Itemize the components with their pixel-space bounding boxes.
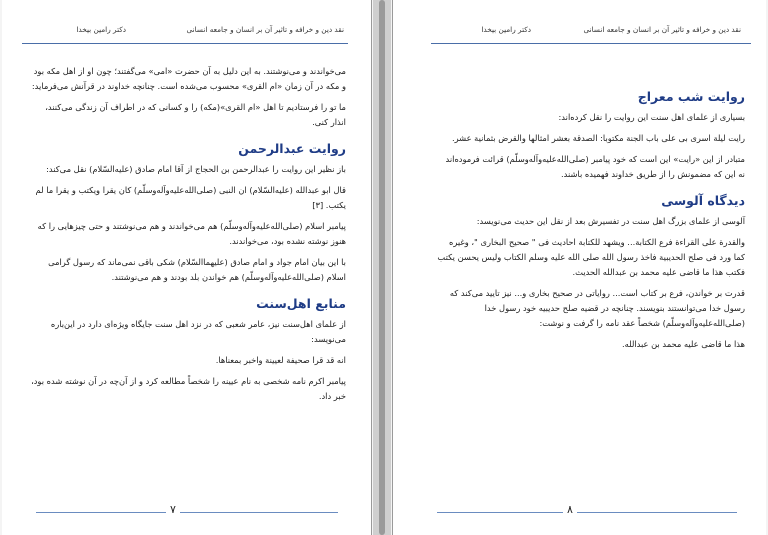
section-heading: منابع اهل‌سنت: [256, 296, 346, 311]
section-heading: ديدگاه آلوسی: [661, 193, 745, 208]
page-content: [437, 78, 745, 358]
header-rule: [431, 43, 751, 44]
paragraph: باز نظير اين روايت را عبدالرحمن بن الحجاج از آقا امام صادق (عليه‌السّلام) نقل می‌کند:: [46, 164, 346, 174]
paragraph: بسياری از علمای اهل سنت اين روايت را نقل کرده‌اند:: [558, 112, 745, 122]
paragraph: هذا ما قاضی عليه محمد بن عبدالله.: [622, 339, 745, 349]
page-number: ۸: [563, 503, 577, 517]
paragraph: ما تو را فرستاديم تا اهل «ام القری»(مکه) را و کسانی که در اطراف آن زندگی می‌کنند، انذار کنی.: [45, 102, 346, 127]
paragraph: انه قد قرا صحيفة لعيينة واخبر بمعناها.: [215, 355, 346, 365]
page-right: [392, 0, 766, 535]
paragraph: والقدرة علی القراءة فرع الکتابة... ويشهد للکتابة احاديث فی " صحيح البخاری "، وغيره کما ورد فی صلح الحديبية فاخذ رسول الله صلی الله عليه وسلم الکتاب وليس يحسن يکتب فکتب هذا ما قاضی عليه محمد بن عبدالله الحديث.: [437, 237, 745, 277]
footer-rule: [36, 512, 338, 513]
header-author: دکتر رامين بيخدا: [76, 25, 126, 34]
paragraph: متبادر از اين «رايت» اين است که خود پيامبر (صلی‌الله‌عليه‌وآله‌وسلّم) قرائت فرموده‌اند نه اين که مضمونش را از طريق خداوند فهميده باشند.: [445, 154, 745, 179]
section-heading: روايت شب معراج: [637, 89, 745, 104]
header-book-title: نقد دين و خرافه و تاثير آن بر انسان و جامعه انسانی: [583, 25, 741, 34]
scrollbar-thumb[interactable]: [379, 0, 385, 535]
paragraph: با اين بيان امام جواد و امام صادق (عليهماالسّلام) شکی باقی نمی‌ماند که رسول گرامی اسلام (صلی‌الله‌عليه‌وآله‌وسلّم) هم خواندن بلد بودند و هم می‌نوشتند.: [48, 257, 346, 282]
page-number: ۷: [166, 503, 180, 517]
page-divider: [373, 0, 391, 535]
paragraph: پيامبر اسلام (صلی‌الله‌عليه‌وآله‌وسلّم) هم می‌خواندند و هم می‌نوشتند و حتی چيزهايی را که هنوز نوشته نشده بود، می‌خواندند.: [37, 221, 346, 246]
paragraph: می‌خواندند و می‌نوشتند. به اين دليل به آن حضرت «امی» می‌گفتند؛ چون او از اهل مکه بود و مکه در آن زمان «ام القری» محسوب می‌شده است. چنانچه خداوند در قرآنش می‌فرمايد:: [31, 66, 346, 91]
page-left: [2, 0, 372, 535]
header-rule: [22, 43, 348, 44]
page-content: [28, 64, 346, 410]
paragraph: رايت ليلة اسری بی علی باب الجنة مکتوبا: الصدقة بعشر امثالها والقرض بثمانية عشر.: [451, 133, 745, 143]
header-author: دکتر رامين بيخدا: [481, 25, 531, 34]
paragraph: قال ابو عبدالله (عليه‌السّلام) ان النبی (صلی‌الله‌عليه‌وآله‌وسلّم) کان يقرا ويکتب و يقرا ما لم يکتب. [۳]: [35, 185, 346, 210]
paragraph: از علمای اهل‌سنت نيز، عامر شعبی که در نزد اهل سنت جايگاه ويژه‌ای دارد در اين‌باره می‌نويسد:: [50, 319, 346, 344]
section-heading: روايت عبدالرحمن: [238, 141, 346, 156]
paragraph: قدرت بر خواندن، فرع بر کتاب است... روایاتی در صحيح بخاری و... نيز تاييد می‌کند که رسول خدا می‌توانستند بنويسند. چنانچه در قضيه صلح حديبيه خود رسول خدا (صلی‌الله‌عليه‌وآله‌وسلّم) شخصاً عقد نامه را گرفت و نوشت:: [449, 288, 745, 328]
paragraph: پيامبر اکرم نامه شخصی به نام عيينه را شخصاً مطالعه کرد و از آن‌چه در آن نوشته شده بود، خبر داد.: [31, 376, 346, 401]
paragraph: آلوسی از علمای بزرگ اهل سنت در تفسيرش بعد از نقل اين حديث می‌نويسد:: [476, 216, 745, 226]
page-header: [433, 25, 741, 37]
footer-rule: [437, 512, 737, 513]
page-header: [22, 25, 344, 37]
header-book-title: نقد دين و خرافه و تاثير آن بر انسان و جامعه انسانی: [186, 25, 344, 34]
